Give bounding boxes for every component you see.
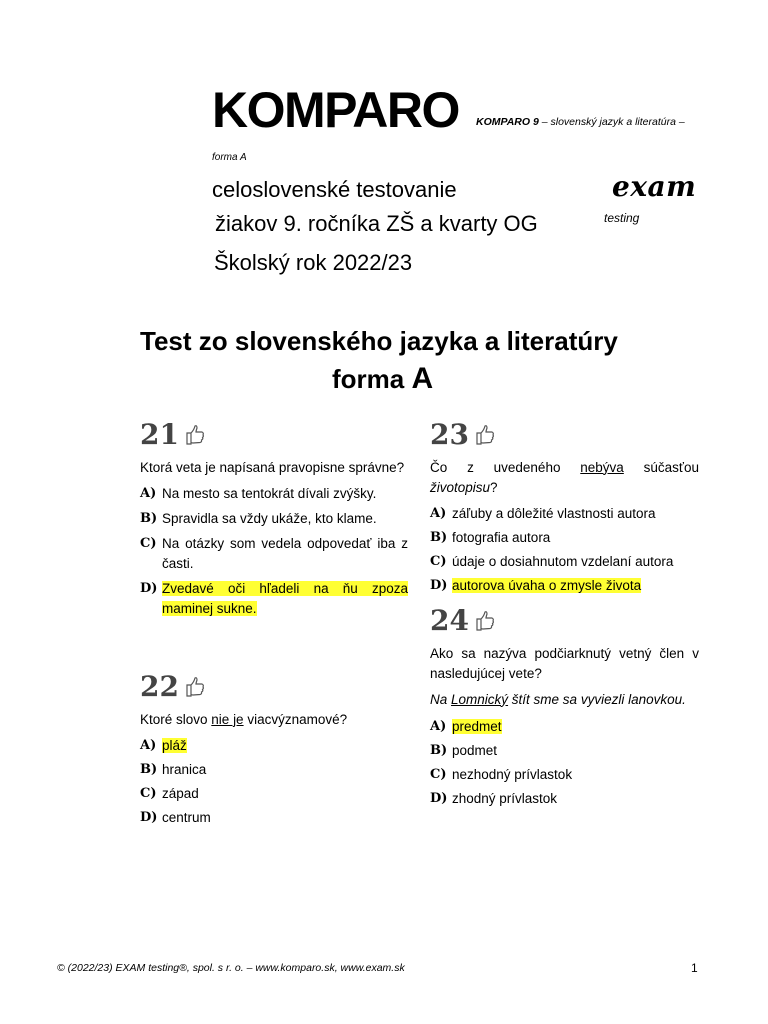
question-21 [140,418,408,619]
answer-text: centrum [162,809,211,825]
header-subtitle-bold: KOMPARO 9 [476,116,539,128]
question-number [140,418,408,454]
answer-text: fotografia autora [452,529,551,545]
question-text-before: Ktoré slovo [140,711,212,727]
sentence-before: Na [430,691,452,707]
answer-b[interactable] [140,760,408,780]
answer-letter: C) [430,766,447,782]
header-forma: forma A [212,152,247,163]
question-number-text: 23 [430,418,469,451]
answer-letter: A) [430,505,447,521]
answer-c[interactable] [430,552,699,572]
answer-d[interactable] [430,576,699,596]
answer-text-highlighted [452,576,699,596]
answer-c[interactable] [140,784,408,804]
answer-letter: B) [140,761,158,777]
title-line-2 [332,362,433,396]
answer-letter: B) [430,529,448,545]
highlight: autorova úvaha o zmysle života [452,577,642,593]
footer-copyright: © (2022/23) EXAM testing®, spol. s r. o. – www.komparo.sk, www.exam.sk [57,962,405,974]
header-line-2: žiakov 9. ročníka ZŠ a kvarty OG [215,211,538,236]
question-number-text: 24 [430,604,469,637]
answer-d[interactable] [140,579,408,619]
answer-a[interactable] [430,504,699,524]
answer-text: Na mesto sa tentokrát dívali zvýšky. [162,485,377,501]
highlight: Zvedavé oči hľadeli na ňu zpoza maminej sukne. [162,580,408,616]
answer-text: nezhodný prívlastok [452,766,573,782]
question-number [430,418,699,454]
answer-b[interactable] [140,509,408,529]
sentence-underlined: Lomnický [451,691,509,707]
answer-a[interactable] [140,736,408,756]
thumbs-up-icon [475,606,495,640]
answer-b[interactable] [430,528,699,548]
answer-d[interactable] [430,789,699,809]
thumbs-up-icon [185,420,205,454]
answer-letter: C) [140,535,157,551]
answer-c[interactable] [140,534,408,574]
answer-text: záľuby a dôležité vlastnosti autora [452,505,656,521]
answer-text: západ [162,785,199,801]
answer-d[interactable] [140,808,408,828]
header-subtitle-rest: – slovenský jazyk a literatúra – [538,116,685,128]
answer-letter: B) [140,510,158,526]
question-24 [430,604,699,809]
question-number-text: 21 [140,418,179,451]
question-text-underlined: nebýva [580,459,624,475]
title-forma-letter: A [411,362,434,395]
answer-letter: D) [430,790,448,806]
question-number [140,670,408,706]
answer-text: hranica [162,761,207,777]
answer-letter: C) [140,785,157,801]
highlight: predmet [452,718,502,734]
question-text: Ako sa nazýva podčiarknutý vetný člen v nasledujúcej vete? [430,645,699,681]
question-23 [430,418,699,596]
question-text [430,458,699,498]
answer-letter: D) [140,809,158,825]
question-22 [140,670,408,828]
question-text-after: ? [490,479,498,495]
question-text-before: Čo z uvedeného [430,459,581,475]
answer-letter: D) [430,577,448,593]
komparo-logo: KOMPARO [212,82,459,138]
answer-text: údaje o dosiahnutom vzdelaní autora [452,553,674,569]
highlight: pláž [162,737,187,753]
question-text-underlined: nie je [211,711,244,727]
exam-logo: exam [612,170,697,203]
question-text [140,710,408,730]
question-text: Ktorá veta je napísaná pravopisne správne? [140,459,405,475]
question-text-italic: životopisu [430,479,491,495]
answer-text-highlighted [162,736,408,756]
header-line-3: Školský rok 2022/23 [214,250,413,275]
title-forma: forma [332,364,412,394]
thumbs-up-icon [475,420,495,454]
answer-letter: A) [140,737,157,753]
question-number [430,604,699,640]
answer-c[interactable] [430,765,699,785]
answer-letter: B) [430,742,448,758]
header-line-1: celoslovenské testovanie [212,177,457,202]
question-text-after: viacvýznamové? [243,711,348,727]
answer-a[interactable] [430,717,699,737]
answer-text: podmet [452,742,498,758]
answer-a[interactable] [140,484,408,504]
answer-text: Spravidla sa vždy ukáže, kto klame. [162,510,377,526]
sentence-after: štít sme sa vyviezli lanovkou. [508,691,686,707]
answer-letter: D) [140,580,158,596]
answer-letter: A) [430,718,447,734]
answer-letter: C) [430,553,447,569]
answer-text-highlighted [452,717,699,737]
answer-b[interactable] [430,741,699,761]
thumbs-up-icon [185,672,205,706]
answer-text: zhodný prívlastok [452,790,558,806]
header-subtitle [476,116,685,128]
answer-text: Na otázky som vedela odpovedať iba z časti. [162,535,408,571]
answer-text-highlighted [162,579,408,619]
example-sentence [430,690,699,710]
page-number: 1 [691,961,698,975]
question-text-mid: súčasťou [623,459,699,475]
answer-letter: A) [140,485,157,501]
testing-logo: testing [604,211,640,225]
title-line-1: Test zo slovenského jazyka a literatúry [140,326,618,356]
question-number-text: 22 [140,670,179,703]
